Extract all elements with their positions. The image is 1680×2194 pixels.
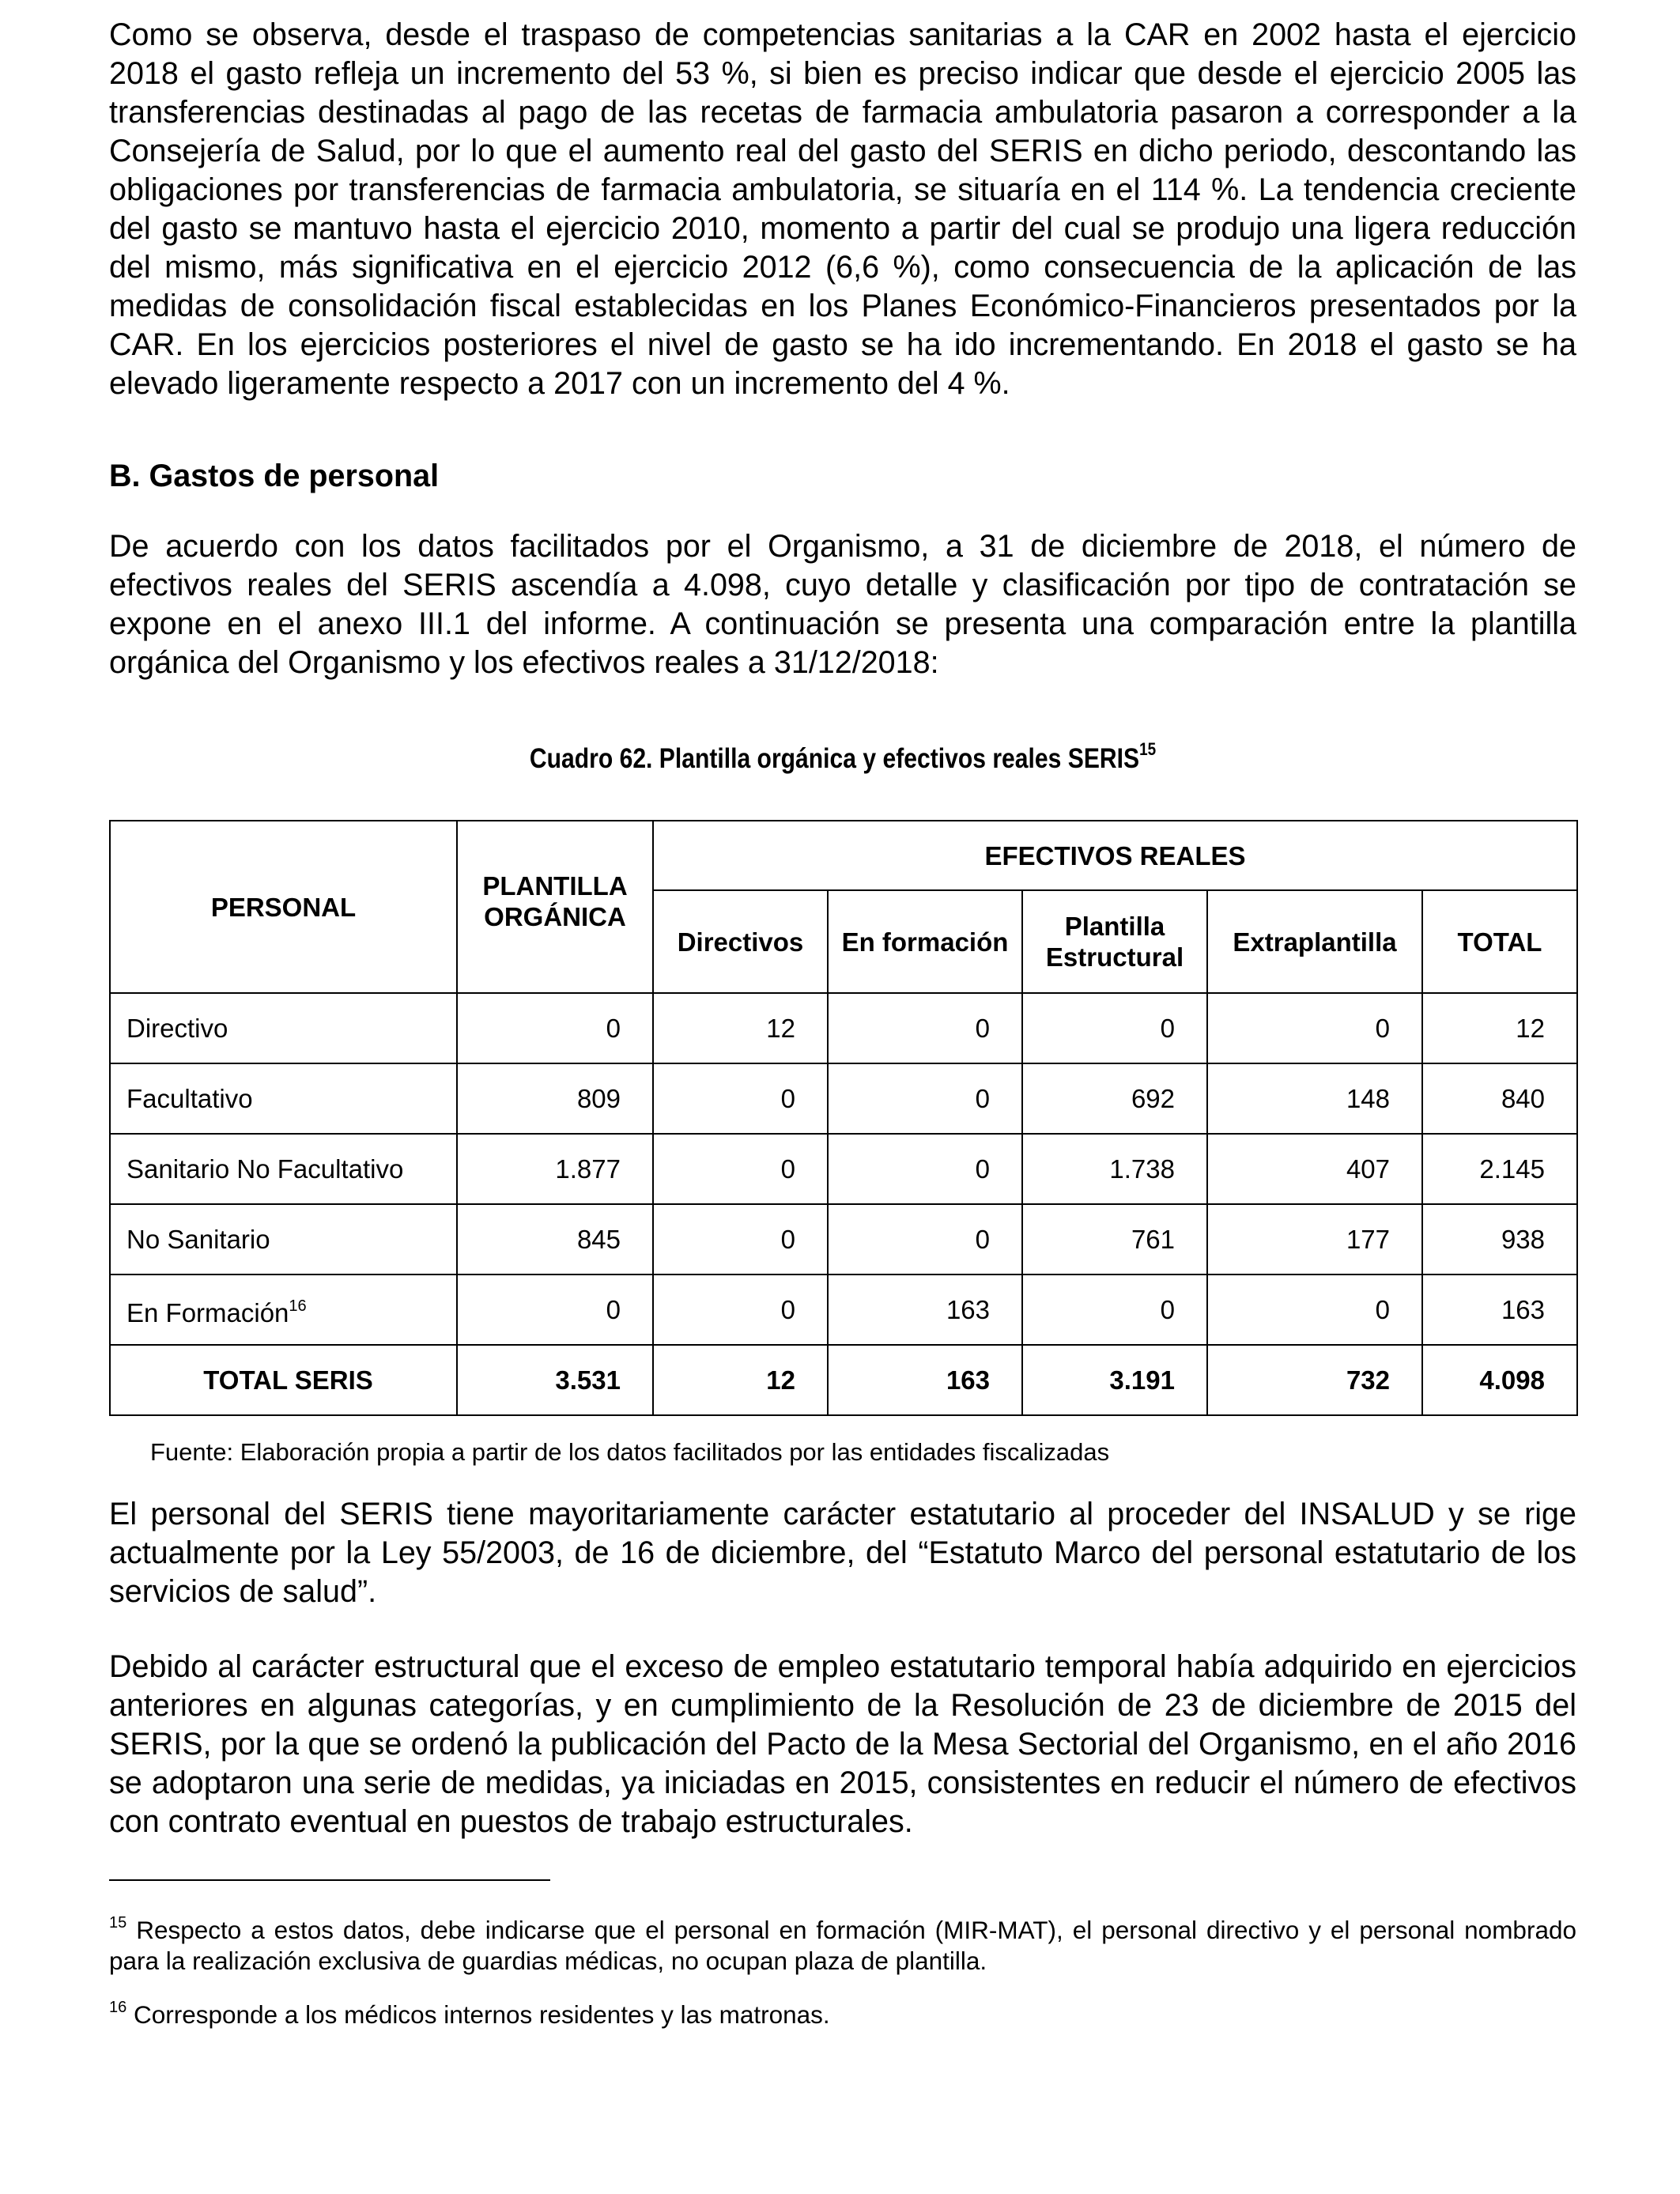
row-label: Facultativo <box>110 1063 457 1134</box>
paragraph-gasto-evolucion: Como se observa, desde el traspaso de competencias sanitarias a la CAR en 2002 hasta el ejercicio 2018 el gasto refleja un incremento del 53 %, si bien es preciso indicar que desde el ejercicio 2005 las transferencias destinadas al pago de las recetas de farmacia ambulatoria pasaron a corresponder a la Consejería de Salud, por lo que el aumento real del gasto del SERIS en dicho periodo, descontando las obligaciones por transferencias de farmacia ambulatoria, se situaría en el 114 %. La tendencia creciente del gasto se mantuvo hasta el ejercicio 2010, momento a partir del cual se produjo una ligera reducción del mismo, más significativa en el ejercicio 2012 (6,6 %), como consecuencia de la aplicación de las medidas de consolidación fiscal establecidas en los Planes Económico-Financieros presentados por la CAR. En los ejercicios posteriores el nivel de gasto se ha ido incrementando. En 2018 el gasto se ha elevado ligeramente respecto a 2017 con un incremento del 4 %. <box>109 17 1576 401</box>
cell-plantilla: 0 <box>457 993 653 1063</box>
table-caption <box>212 730 1474 779</box>
header-plantilla-organica: PLANTILLA ORGÁNICA <box>457 821 653 993</box>
cell-estructural: 0 <box>1022 1274 1207 1345</box>
header-personal: PERSONAL <box>110 821 457 993</box>
row-label: Sanitario No Facultativo <box>110 1134 457 1204</box>
footnote-text: Respecto a estos datos, debe indicarse que el personal en formación (MIR-MAT), el personal directivo y el personal nombrado para la realización exclusiva de guardias médicas, no ocupan plaza de plantilla. <box>109 1916 1576 1975</box>
cell-plantilla: 1.877 <box>457 1134 653 1204</box>
cell-total: 2.145 <box>1422 1134 1577 1204</box>
paragraph-medidas: Debido al carácter estructural que el exceso de empleo estatutario temporal había adquirido en ejercicios anteriores en algunas categorías, y en cumplimiento de la Resolución de 23 de diciembre de 2015 del SERIS, por la que se ordenó la publicación del Pacto de la Mesa Sectorial del Organismo, en el año 2016 se adoptaron una serie de medidas, ya iniciadas en 2015, consistentes en reducir el número de efectivos con contrato eventual en puestos de trabajo estructurales. <box>109 1649 1576 1839</box>
footnote-15 <box>109 1908 1576 1977</box>
cell-directivos: 0 <box>653 1063 828 1134</box>
table-row <box>110 1063 1577 1134</box>
cell-directivos: 0 <box>653 1204 828 1274</box>
table-header-row <box>110 821 1577 890</box>
cell-estructural: 1.738 <box>1022 1134 1207 1204</box>
footnote-16 <box>109 1992 1576 2030</box>
cell-formacion: 0 <box>828 993 1022 1063</box>
plantilla-table <box>109 820 1578 1416</box>
cell-directivos: 12 <box>653 1345 828 1415</box>
footnote-ref-16: 16 <box>289 1297 307 1315</box>
cell-extraplantilla: 732 <box>1207 1345 1422 1415</box>
cell-plantilla: 845 <box>457 1204 653 1274</box>
cell-directivos: 0 <box>653 1134 828 1204</box>
cell-formacion: 0 <box>828 1063 1022 1134</box>
cell-directivos: 12 <box>653 993 828 1063</box>
cell-total: 840 <box>1422 1063 1577 1134</box>
cell-plantilla: 809 <box>457 1063 653 1134</box>
row-label: No Sanitario <box>110 1204 457 1274</box>
cell-total: 4.098 <box>1422 1345 1577 1415</box>
cell-total: 938 <box>1422 1204 1577 1274</box>
cell-extraplantilla: 0 <box>1207 1274 1422 1345</box>
cell-estructural: 3.191 <box>1022 1345 1207 1415</box>
header-efectivos-reales: EFECTIVOS REALES <box>653 821 1577 890</box>
cell-estructural: 692 <box>1022 1063 1207 1134</box>
table-row <box>110 993 1577 1063</box>
cell-formacion: 0 <box>828 1134 1022 1204</box>
paragraph-efectivos-intro: De acuerdo con los datos facilitados por el Organismo, a 31 de diciembre de 2018, el número de efectivos reales del SERIS ascendía a 4.098, cuyo detalle y clasificación por tipo de contratación se expone en el anexo III.1 del informe. A continuación se presenta una comparación entre la plantilla orgánica del Organismo y los efectivos reales a 31/12/2018: <box>109 529 1576 680</box>
table-total-row <box>110 1345 1577 1415</box>
header-extraplantilla: Extraplantilla <box>1207 890 1422 993</box>
cell-extraplantilla: 177 <box>1207 1204 1422 1274</box>
footnote-number: 16 <box>109 1999 127 2016</box>
total-row-label: TOTAL SERIS <box>110 1345 457 1415</box>
cell-plantilla: 3.531 <box>457 1345 653 1415</box>
header-total: TOTAL <box>1422 890 1577 993</box>
cell-extraplantilla: 407 <box>1207 1134 1422 1204</box>
table-row <box>110 1204 1577 1274</box>
cell-estructural: 0 <box>1022 993 1207 1063</box>
header-directivos: Directivos <box>653 890 828 993</box>
cell-formacion: 163 <box>828 1345 1022 1415</box>
cell-formacion: 0 <box>828 1204 1022 1274</box>
header-en-formacion: En formación <box>828 890 1022 993</box>
table-source: Fuente: Elaboración propia a partir de los datos facilitados por las entidades fiscalizadas <box>150 1438 1110 1466</box>
cell-directivos: 0 <box>653 1274 828 1345</box>
footnote-ref-15: 15 <box>1139 739 1157 759</box>
paragraph-estatuto: El personal del SERIS tiene mayoritariamente carácter estatutario al proceder del INSALUD y se rige actualmente por la Ley 55/2003, de 16 de diciembre, del “Estatuto Marco del personal estatutario de los servicios de salud”. <box>109 1497 1576 1609</box>
footnote-separator <box>109 1879 550 1881</box>
cell-plantilla: 0 <box>457 1274 653 1345</box>
row-label: En Formación$^{16}$ <box>110 1274 457 1345</box>
row-label: Directivo <box>110 993 457 1063</box>
footnote-number: 15 <box>109 1914 127 1932</box>
cell-estructural: 761 <box>1022 1204 1207 1274</box>
cell-formacion: 163 <box>828 1274 1022 1345</box>
section-heading: B. Gastos de personal <box>109 459 440 493</box>
footnote-text: Corresponde a los médicos internos residentes y las matronas. <box>126 2000 830 2029</box>
document-page <box>109 16 1576 2030</box>
table-caption-text: Cuadro 62. Plantilla orgánica y efectivos reales SERIS <box>529 743 1140 774</box>
cell-total: 12 <box>1422 993 1577 1063</box>
table-row <box>110 1134 1577 1204</box>
header-plantilla-estructural: Plantilla Estructural <box>1022 890 1207 993</box>
cell-extraplantilla: 148 <box>1207 1063 1422 1134</box>
table-row <box>110 1274 1577 1345</box>
cell-extraplantilla: 0 <box>1207 993 1422 1063</box>
cell-total: 163 <box>1422 1274 1577 1345</box>
